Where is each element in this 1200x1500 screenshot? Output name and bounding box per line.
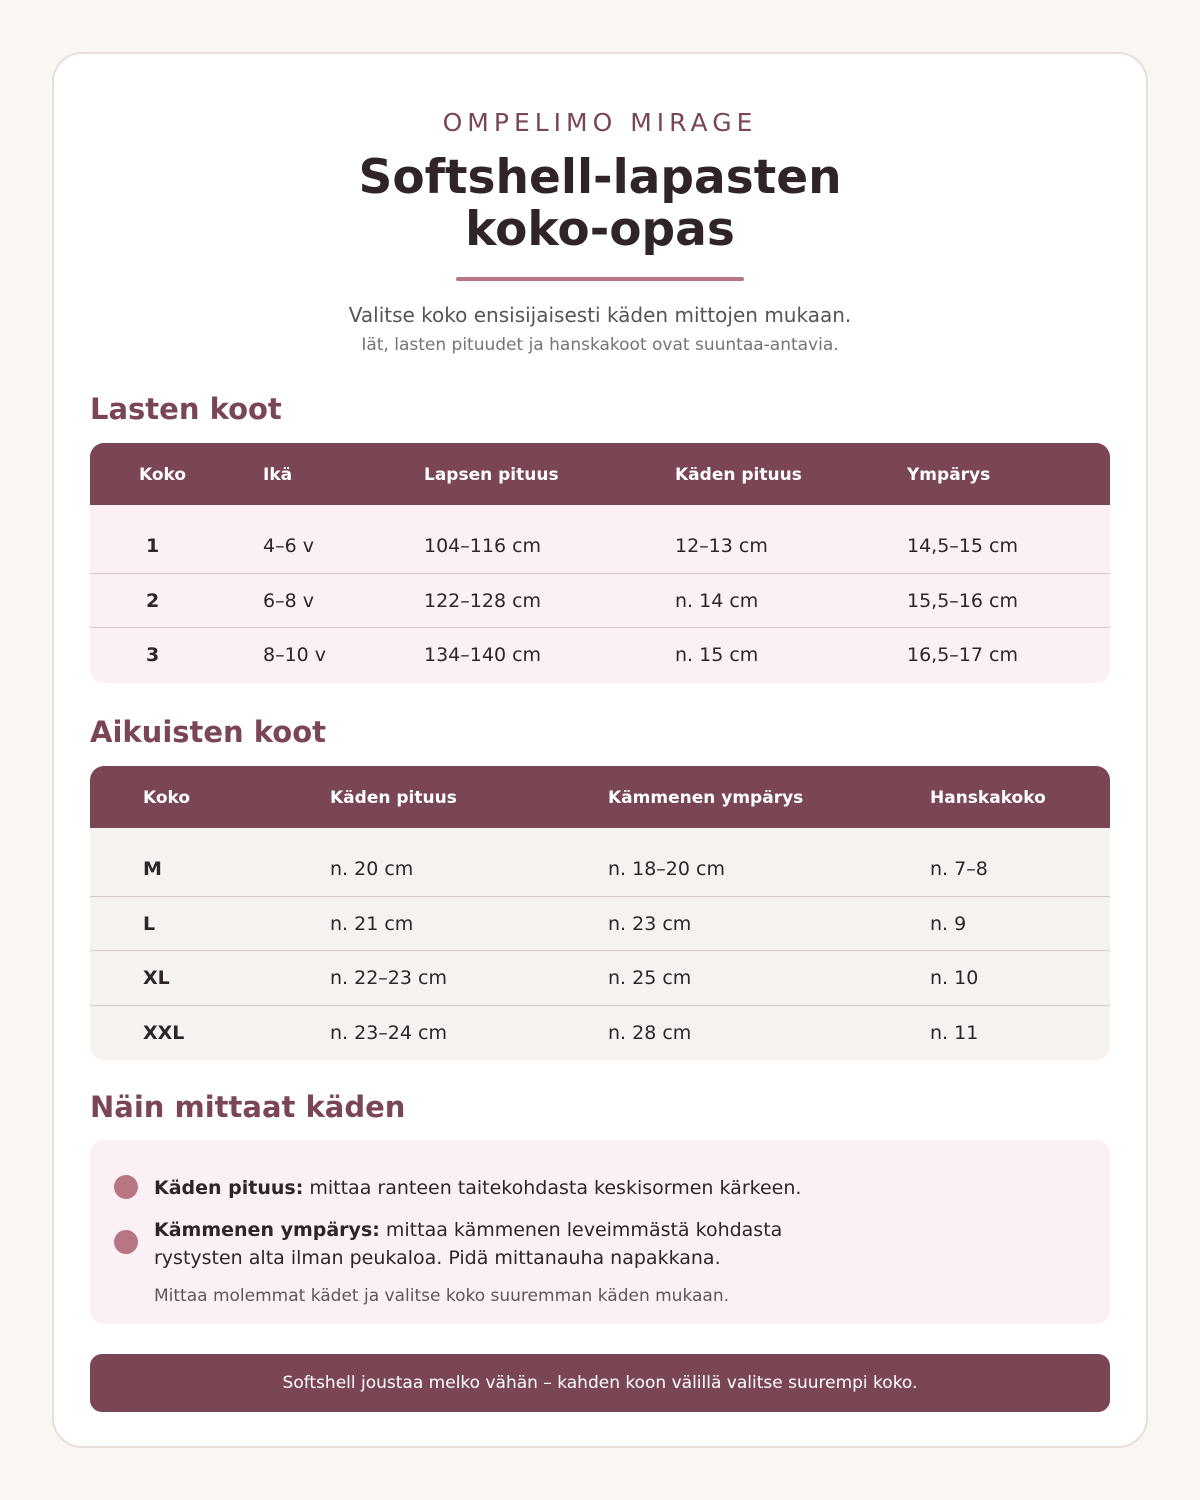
footer-tip: Softshell joustaa melko vähän – kahden koon välillä valitse suurempi koko.	[90, 1354, 1110, 1412]
table-row	[90, 519, 1110, 574]
table-cell: n. 9	[930, 912, 967, 935]
table-cell: L	[143, 912, 156, 935]
page-title	[0, 152, 1200, 256]
measure-note: Mittaa molemmat kädet ja valitse koko suuremman käden mukaan.	[154, 1286, 730, 1306]
table-cell: 16,5–17 cm	[907, 644, 1018, 667]
adult-table-body	[90, 828, 1110, 1060]
table-cell: 3	[146, 644, 160, 667]
table-cell: n. 22–23 cm	[330, 967, 447, 990]
table-cell: n. 21 cm	[330, 912, 414, 935]
measure-item-text: mittaa ranteen taitekohdasta keskisormen kärkeen.	[303, 1177, 802, 1199]
table-cell: 6–8 v	[263, 589, 314, 612]
table-cell: n. 28 cm	[608, 1021, 692, 1044]
table-cell: 1	[146, 535, 160, 557]
table-cell: 134–140 cm	[424, 644, 542, 667]
table-cell: 8–10 v	[263, 644, 327, 667]
kids-table-body	[90, 505, 1110, 683]
table-cell: XXL	[143, 1021, 185, 1044]
adult-size-table	[90, 766, 1110, 1060]
table-row	[90, 574, 1110, 629]
adult-col-palm-circumference: Kämmenen ympärys	[608, 788, 804, 808]
table-cell: n. 11	[930, 1021, 979, 1044]
table-row	[90, 628, 1110, 683]
kids-col-circumference: Ympärys	[907, 465, 991, 485]
kids-col-hand-length: Käden pituus	[675, 465, 802, 485]
table-cell: n. 7–8	[930, 858, 988, 880]
kids-table-header	[90, 443, 1110, 505]
table-row	[90, 842, 1110, 897]
table-cell: 2	[146, 589, 160, 612]
table-row	[90, 951, 1110, 1006]
title-divider	[456, 277, 744, 281]
adult-table-header	[90, 766, 1110, 828]
measure-heading: Näin mittaat käden	[90, 1090, 406, 1124]
table-row	[90, 1006, 1110, 1061]
table-cell: n. 15 cm	[675, 644, 759, 667]
table-cell: 104–116 cm	[424, 535, 542, 557]
table-cell: n. 18–20 cm	[608, 858, 725, 880]
brand-name: OMPELIMO MIRAGE	[442, 108, 758, 137]
page-subtitle: Valitse koko ensisijaisesti käden mittojen mukaan.	[348, 303, 852, 327]
table-cell: 14,5–15 cm	[907, 535, 1018, 557]
adult-col-size: Koko	[143, 788, 191, 808]
kids-size-table	[90, 443, 1110, 683]
table-cell: n. 23 cm	[608, 912, 692, 935]
kids-col-age: Ikä	[263, 465, 293, 485]
table-cell: 15,5–16 cm	[907, 589, 1018, 612]
kids-sizes-heading: Lasten koot	[90, 392, 282, 426]
table-cell: n. 10	[930, 967, 979, 990]
measure-instructions	[90, 1140, 1110, 1324]
measure-item-label: Käden pituus:	[154, 1177, 304, 1199]
adult-col-glove-size: Hanskakoko	[930, 788, 1046, 808]
page-title-line-1: Softshell-lapasten	[358, 150, 842, 205]
measure-item-palm-circumference	[154, 1216, 854, 1272]
page-subnote: Iät, lasten pituudet ja hanskakoot ovat suuntaa-antavia.	[361, 335, 839, 355]
bullet-dot-icon	[114, 1230, 138, 1254]
table-cell: M	[143, 858, 162, 880]
table-cell: XL	[143, 967, 170, 990]
table-cell: n. 23–24 cm	[330, 1021, 447, 1044]
adult-sizes-heading: Aikuisten koot	[90, 715, 327, 749]
table-cell: n. 25 cm	[608, 967, 692, 990]
kids-col-height: Lapsen pituus	[424, 465, 559, 485]
adult-col-hand-length: Käden pituus	[330, 788, 457, 808]
table-row	[90, 897, 1110, 952]
measure-item-text: mittaa kämmenen leveimmästä kohdasta rystysten alta ilman peukaloa. Pidä mittanauha napakkana.	[154, 1219, 783, 1269]
bullet-dot-icon	[114, 1175, 138, 1199]
table-cell: 4–6 v	[263, 535, 314, 557]
measure-item-hand-length	[154, 1174, 854, 1202]
kids-col-size: Koko	[139, 465, 187, 485]
table-cell: n. 14 cm	[675, 589, 759, 612]
measure-item-label: Kämmenen ympärys:	[154, 1219, 380, 1241]
table-cell: n. 20 cm	[330, 858, 414, 880]
table-cell: 122–128 cm	[424, 589, 542, 612]
table-cell: 12–13 cm	[675, 535, 768, 557]
page-title-line-2: koko-opas	[465, 202, 735, 257]
